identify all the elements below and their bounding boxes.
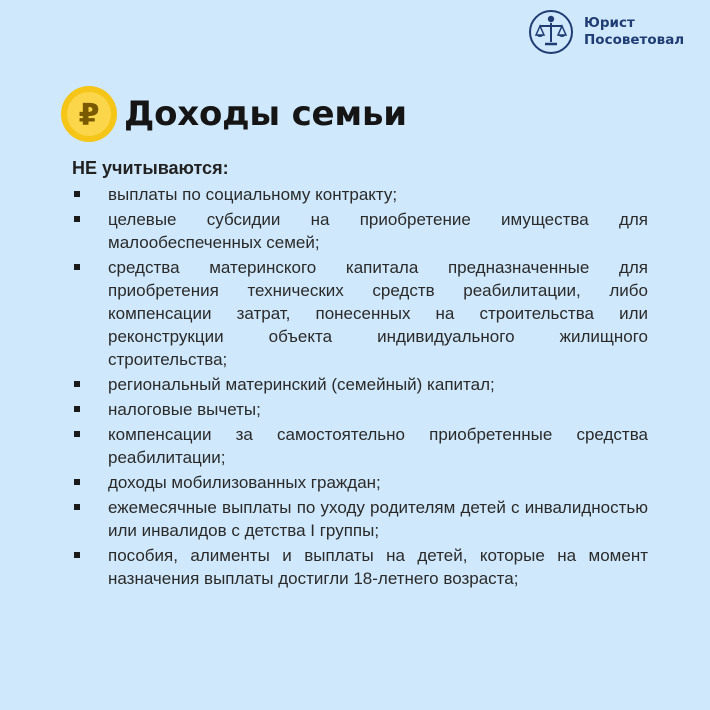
list-item (72, 423, 648, 469)
bullet-icon (74, 264, 80, 270)
section-subheading: НЕ учитываются: (72, 158, 229, 178)
excluded-income-list (72, 183, 648, 590)
list-item (72, 256, 648, 371)
list-item-text: выплаты по социальному контракту; (108, 185, 398, 204)
brand-name (584, 15, 684, 49)
list-item-text: компенсации за самостоятельно приобретенные средства реабилитации; (108, 425, 648, 467)
header (60, 85, 407, 143)
list-item (72, 208, 648, 254)
ruble-coin-icon (60, 85, 118, 143)
list-item (72, 183, 648, 206)
lawyer-scales-icon (528, 9, 574, 55)
list-item (72, 544, 648, 590)
list-item-text: средства материнского капитала предназначенные для приобретения технических средств реабилитации, либо компенсации затрат, понесенных на строительства или реконструкции объекта индивидуального жилищного строительства; (108, 258, 648, 369)
main-content (72, 158, 648, 592)
list-item-text: целевые субсидии на приобретение имущества для малообеспеченных семей; (108, 210, 648, 252)
page-title: Доходы семьи (124, 94, 407, 134)
bullet-icon (74, 479, 80, 485)
brand-logo (528, 9, 684, 55)
list-item (72, 496, 648, 542)
bullet-icon (74, 191, 80, 197)
list-item-text: пособия, алименты и выплаты на детей, которые на момент назначения выплаты достигли 18-летнего возраста; (108, 546, 648, 588)
coin-symbol: ₽ (78, 98, 100, 133)
bullet-icon (74, 216, 80, 222)
brand-name-line2: Посоветовал (584, 32, 685, 48)
bullet-icon (74, 552, 80, 558)
list-item-text: региональный материнский (семейный) капитал; (108, 375, 495, 394)
list-item (72, 471, 648, 494)
brand-name-line1: Юрист (584, 15, 635, 31)
list-item (72, 398, 648, 421)
list-item-text: ежемесячные выплаты по уходу родителям детей с инвалидностью или инвалидов с детства I группы; (108, 498, 648, 540)
list-item-text: доходы мобилизованных граждан; (108, 473, 381, 492)
bullet-icon (74, 431, 80, 437)
list-item-text: налоговые вычеты; (108, 400, 261, 419)
bullet-icon (74, 504, 80, 510)
bullet-icon (74, 381, 80, 387)
bullet-icon (74, 406, 80, 412)
list-item (72, 373, 648, 396)
